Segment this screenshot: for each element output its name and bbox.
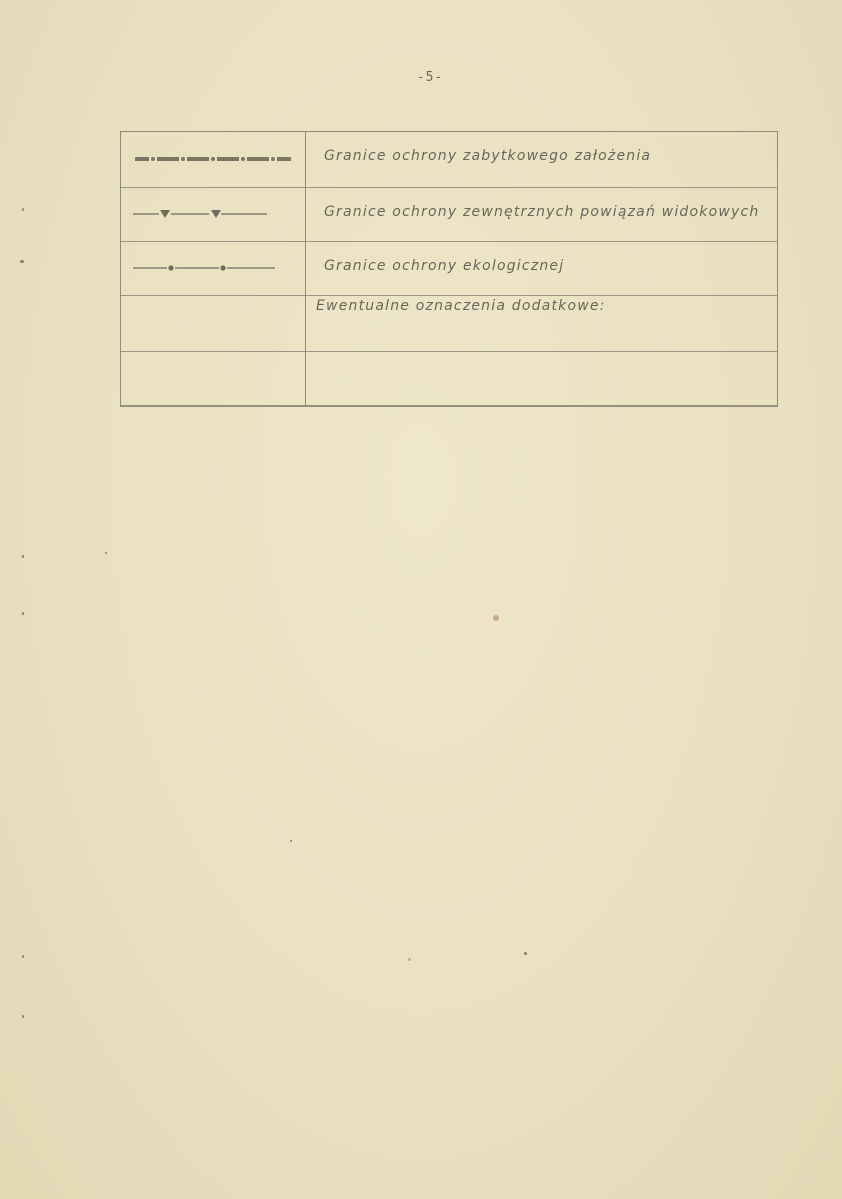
legend-label-cell: [306, 296, 777, 351]
paper-speck: [22, 555, 24, 558]
paper-speck: [20, 260, 24, 263]
legend-label: Ewentualne oznaczenia dodatkowe:: [316, 298, 606, 314]
empty-symbol-cell: [121, 352, 305, 405]
paper-speck: [105, 552, 107, 554]
page-number: -5-: [416, 70, 444, 85]
legend-label-cell: [306, 242, 777, 295]
legend-row-view-connections: [121, 188, 777, 242]
legend-row-empty: [121, 352, 777, 406]
legend-label-cell: [306, 188, 777, 241]
paper-speck: [408, 958, 411, 961]
legend-label: Granice ochrony zabytkowego założenia: [324, 148, 652, 164]
paper-speck: [22, 612, 24, 615]
empty-label-cell: [306, 352, 777, 405]
paper-speck: [22, 208, 24, 211]
legend-label: Granice ochrony ekologicznej: [324, 258, 565, 274]
paper-speck: [290, 840, 292, 842]
legend-table: [120, 131, 778, 407]
paper-speck: [22, 955, 24, 958]
legend-row-monument-boundary: [121, 132, 777, 188]
dot-line-symbol: [121, 242, 305, 295]
legend-label-cell: [306, 132, 777, 187]
column-divider: [305, 132, 306, 406]
triangle-line-symbol: [121, 188, 305, 241]
paper-speck: [524, 952, 527, 955]
legend-row-ecological: [121, 242, 777, 296]
legend-row-additional: [121, 296, 777, 352]
dash-dot-line-symbol: [121, 132, 305, 187]
empty-symbol-cell: [121, 296, 305, 351]
legend-label: Granice ochrony zewnętrznych powiązań widokowych: [324, 204, 760, 220]
paper-speck: [22, 1015, 24, 1018]
paper-speck: [493, 615, 499, 621]
